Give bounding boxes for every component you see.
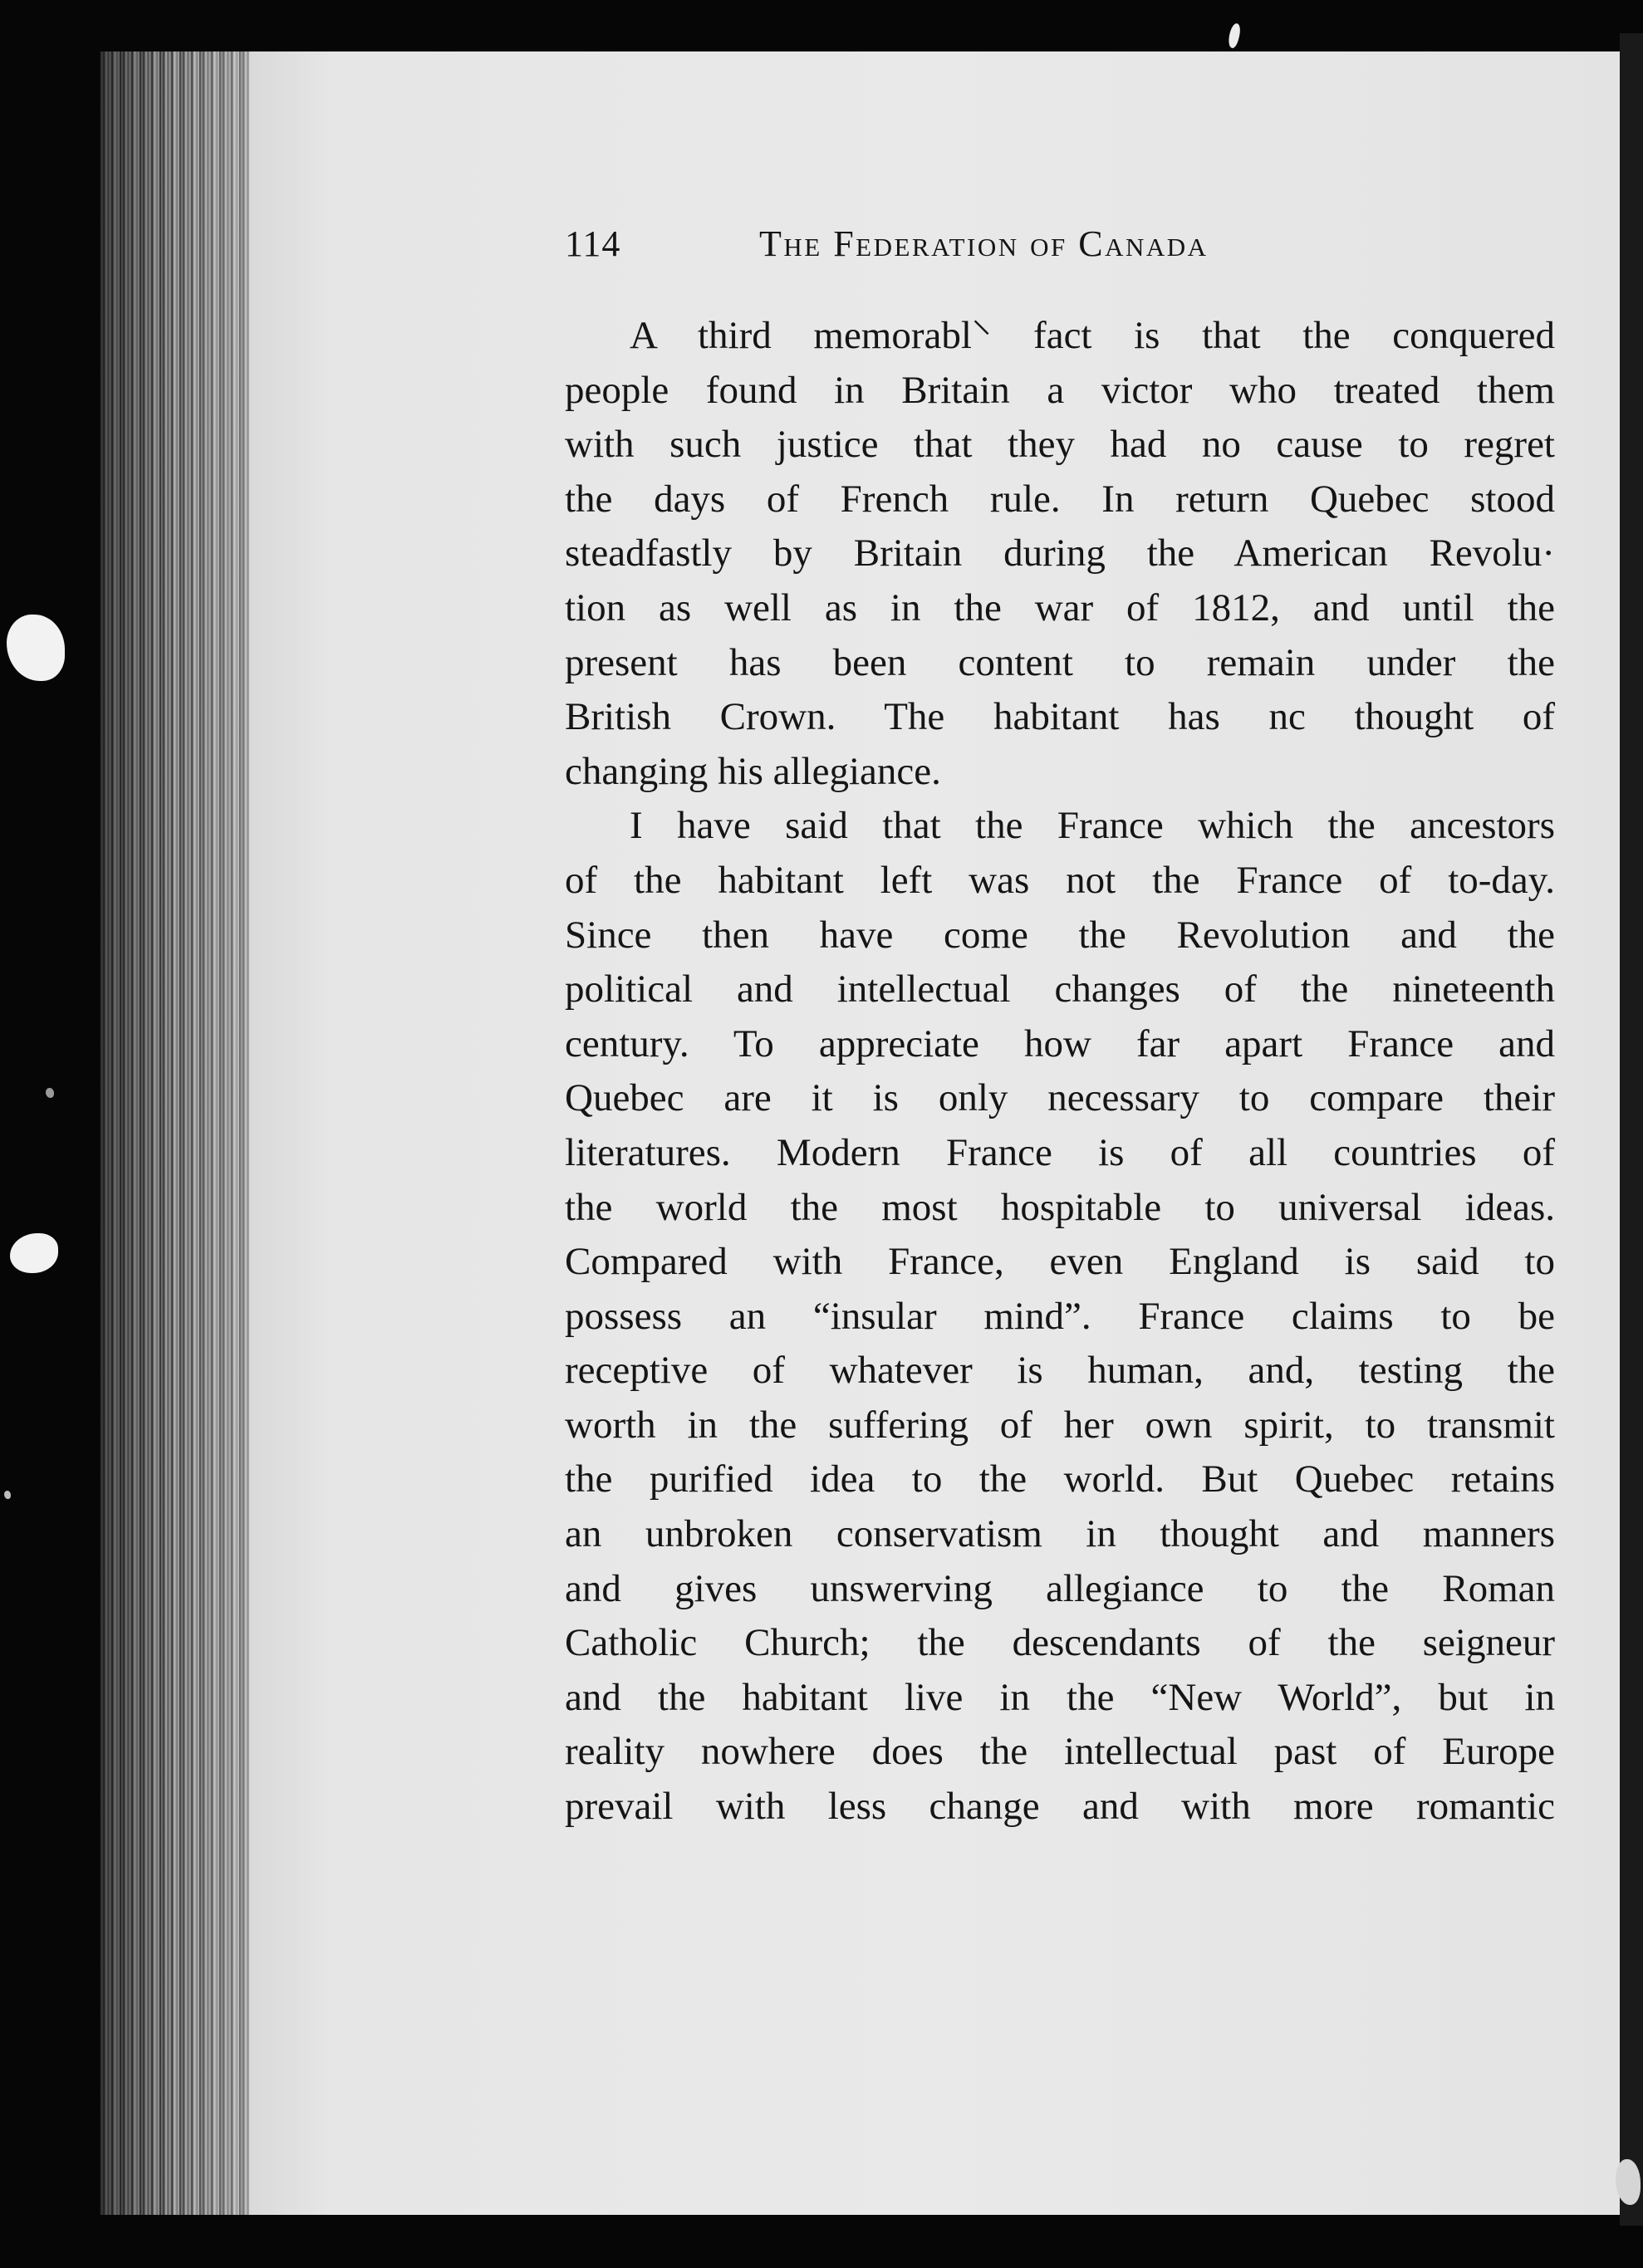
text-line: steadfastly by Britain during the American Revolu· — [565, 531, 1555, 576]
text-line: and gives unswerving allegiance to the Roman — [565, 1566, 1555, 1610]
text-line: tion as well as in the war of 1812, and until the — [565, 585, 1555, 629]
text-line: of the habitant left was not the France of to-day. — [565, 858, 1555, 902]
text-line: Since then have come the Revolution and the — [565, 913, 1555, 957]
text-line: changing his allegiance. — [565, 749, 941, 793]
page-right-edge — [1620, 33, 1643, 2226]
text-line: British Crown. The habitant has nc thought of — [565, 695, 1555, 739]
margin-speck — [4, 1491, 11, 1499]
margin-speck — [10, 1233, 58, 1273]
text-line: the purified idea to the world. But Quebec retains — [565, 1457, 1555, 1501]
text-line: worth in the suffering of her own spirit, to transmit — [565, 1403, 1555, 1447]
text-line: an unbroken conservatism in thought and manners — [565, 1512, 1555, 1556]
text-line: present has been content to remain under the — [565, 640, 1555, 684]
page-edges-shading — [100, 51, 253, 2215]
text-line: the world the most hospitable to universal ideas. — [565, 1185, 1555, 1229]
margin-speck — [1226, 22, 1242, 49]
paragraph — [565, 309, 1555, 799]
running-head: The Federation of Canada — [759, 223, 1209, 264]
text-line: and the habitant live in the “New World”, but in — [565, 1675, 1555, 1719]
text-line: century. To appreciate how far apart France and — [565, 1021, 1555, 1065]
page-header — [565, 223, 1362, 272]
text-line: Quebec are it is only necessary to compare their — [565, 1076, 1555, 1120]
text-line: political and intellectual changes of the nineteenth — [565, 967, 1555, 1012]
text-line: the days of French rule. In return Quebec stood — [565, 477, 1555, 521]
text-line: people found in Britain a victor who treated them — [565, 368, 1555, 412]
text-line: with such justice that they had no cause to regret — [565, 423, 1555, 467]
text-line: possess an “insular mind”. France claims to be — [565, 1294, 1555, 1338]
margin-speck — [7, 615, 65, 681]
text-line: receptive of whatever is human, and, testing the — [565, 1349, 1555, 1393]
page-number: 114 — [565, 223, 621, 264]
text-line: prevail with less change and with more romantic — [565, 1785, 1555, 1829]
body-text — [565, 309, 1555, 1834]
text-line: Compared with France, even England is said to — [565, 1240, 1555, 1284]
margin-speck — [46, 1088, 54, 1098]
text-line: reality nowhere does the intellectual past of Europe — [565, 1730, 1555, 1774]
text-line: I have said that the France which the ancestors — [630, 804, 1555, 848]
paragraph — [565, 799, 1555, 1834]
text-line: literatures. Modern France is of all countries of — [565, 1130, 1555, 1174]
text-line: A third memorabl⸌ fact is that the conquered — [630, 314, 1555, 357]
text-line: Catholic Church; the descendants of the seigneur — [565, 1621, 1555, 1665]
